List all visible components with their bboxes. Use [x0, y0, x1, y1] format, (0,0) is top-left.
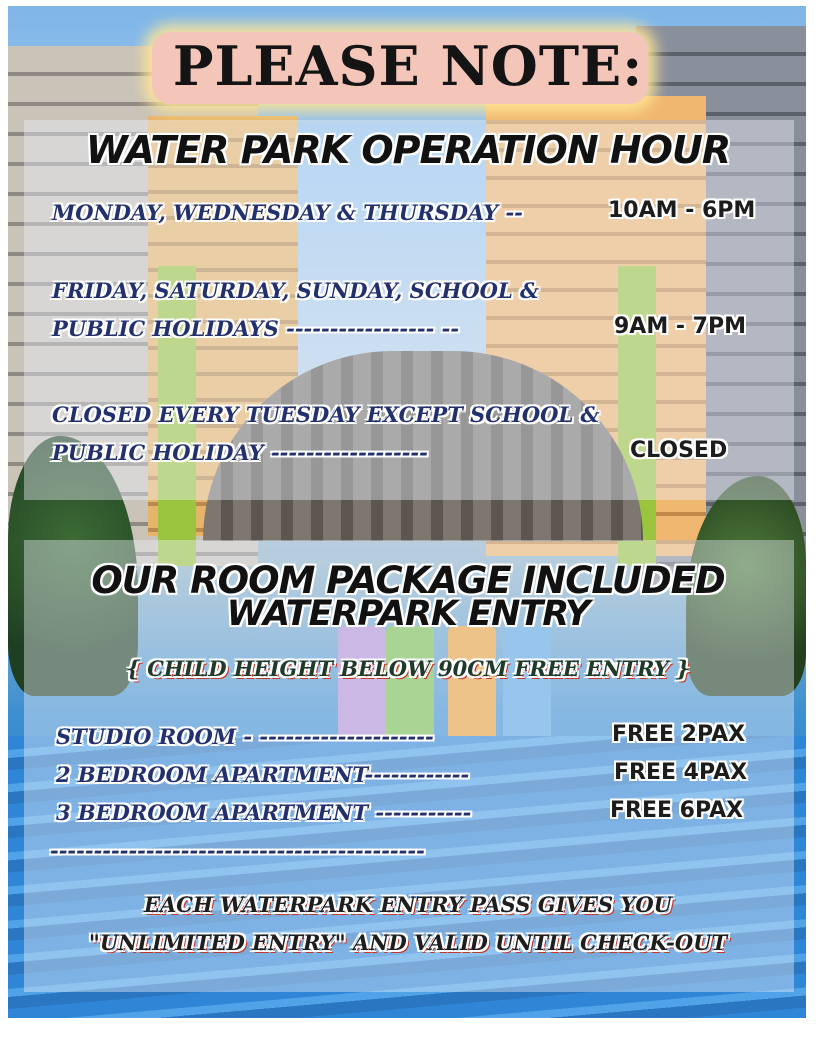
room-value: FREE 2PAX: [612, 722, 746, 747]
room-value: FREE 6PAX: [610, 798, 744, 823]
schedule-label: CLOSED EVERY TUESDAY EXCEPT SCHOOL &: [52, 402, 600, 427]
schedule-value: 9AM - 7PM: [614, 314, 746, 339]
package-heading: OUR ROOM PACKAGE INCLUDED: [91, 559, 725, 602]
divider-line: -------------------------------------------: [50, 838, 425, 863]
page-title: PLEASE NOTE:: [172, 34, 644, 98]
child-note: { CHILD HEIGHT BELOW 90CM FREE ENTRY }: [126, 656, 690, 681]
footer-text: "UNLIMITED ENTRY" AND VALID UNTIL CHECK-OUT: [88, 930, 728, 955]
schedule-label: FRIDAY, SATURDAY, SUNDAY, SCHOOL &: [52, 278, 539, 303]
footer-text: EACH WATERPARK ENTRY PASS GIVES YOU: [143, 892, 672, 917]
schedule-value: CLOSED: [630, 438, 728, 463]
room-value: FREE 4PAX: [614, 760, 748, 785]
room-label: STUDIO ROOM - --------------------: [56, 724, 434, 749]
package-heading: WATERPARK ENTRY: [226, 594, 590, 634]
operation-heading: WATER PARK OPERATION HOUR: [85, 128, 731, 172]
room-label: 3 BEDROOM APARTMENT -----------: [56, 800, 472, 825]
schedule-label: PUBLIC HOLIDAYS ----------------- --: [52, 316, 460, 341]
schedule-label: MONDAY, WEDNESDAY & THURSDAY --: [52, 200, 523, 225]
room-label: 2 BEDROOM APARTMENT------------: [56, 762, 470, 787]
schedule-label: PUBLIC HOLIDAY ------------------: [52, 440, 428, 465]
schedule-value: 10AM - 6PM: [608, 198, 756, 223]
